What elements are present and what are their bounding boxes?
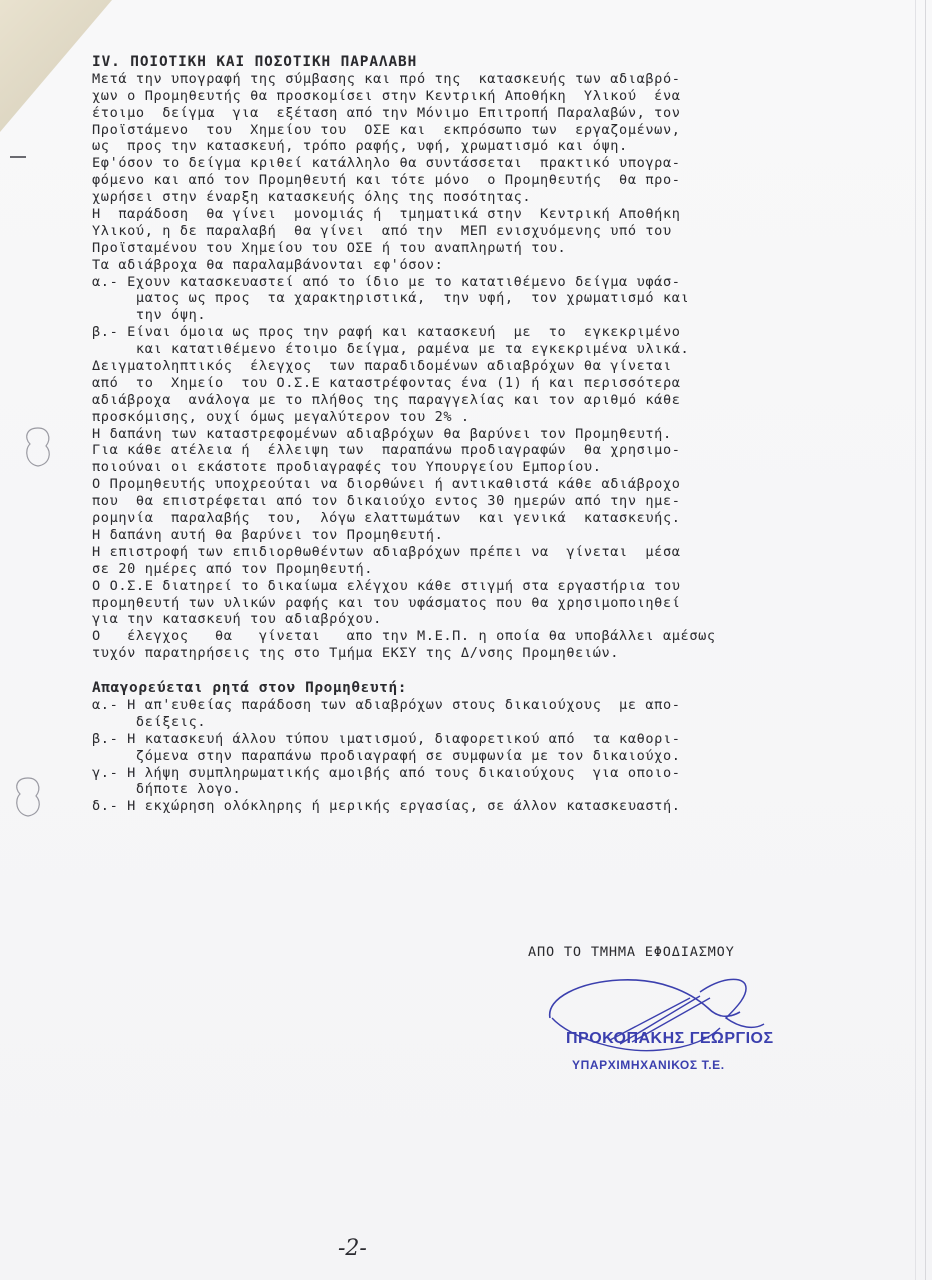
body-text-line: Δειγματοληπτικός έλεγχος των παραδιδομένων αδιαβρόχων θα γίνεται <box>92 358 672 375</box>
prohibited-item-line: δείξεις. <box>92 713 207 730</box>
prohibited-item-line: ζόμενα στην παραπάνω προδιαγραφή σε συμφωνία με τον δικαιούχο. <box>92 747 681 764</box>
body-text-line: ματος ως προς τα χαρακτηριστικά, την υφή, τον χρωματισμό και <box>92 290 690 307</box>
page-edge-line <box>915 0 916 1280</box>
prohibited-item-line: β.- Η κατασκευή άλλου τύπου ιματισμού, διαφορετικού από τα καθορι- <box>92 730 681 747</box>
body-text-line: Ο έλεγχος θα γίνεται απο την Μ.Ε.Π. η οποία θα υποβάλλει αμέσως <box>92 628 716 645</box>
department-name: ΑΠΟ ΤΟ ΤΜΗΜΑ ΕΦΟΔΙΑΣΜΟΥ <box>528 944 735 960</box>
page-edge-line <box>925 0 926 1280</box>
stamp-title: ΥΠΑΡΧΙΜΗΧΑΝΙΚΟΣ Τ.Ε. <box>572 1058 725 1072</box>
body-text-line: Προϊσταμένου του Χημείου του ΟΣΕ ή του αναπληρωτή του. <box>92 239 567 256</box>
body-text-line: Η δαπάνη των καταστρεφομένων αδιαβρόχων θα βαρύνει τον Προμηθευτή. <box>92 425 672 442</box>
body-text-line: α.- Εχουν κατασκευαστεί από το ίδιο με το κατατιθέμενο δείγμα υφάσ- <box>92 273 681 290</box>
body-text-line: τυχόν παρατηρήσεις της στο Τμήμα ΕΚΣΥ της Δ/νσης Προμηθειών. <box>92 645 620 662</box>
prohibited-list <box>92 697 852 815</box>
page-number: -2- <box>338 1236 367 1261</box>
body-text-line: προμηθευτή των υλικών ραφής και του υφάσματος που θα χρησιμοποιηθεί <box>92 594 681 611</box>
prohibited-item-line: δ.- Η εκχώρηση ολόκληρης ή μερικής εργασίας, σε άλλον κατασκευαστή. <box>92 798 681 815</box>
body-text-line: αδιάβροχα ανάλογα με το πλήθος της παραγγελίας και τον αριθμό κάθε <box>92 391 681 408</box>
prohibited-item-line: γ.- Η λήψη συμπληρωματικής αμοιβής από τους δικαιούχους για οποιο- <box>92 764 681 781</box>
body-text-line: Υλικού, η δε παραλαβή θα γίνει από την ΜΕΠ ενισχυόμενης υπό του <box>92 222 672 239</box>
body-text-line: Η δαπάνη αυτή θα βαρύνει τον Προμηθευτή. <box>92 526 444 543</box>
body-text-line: φόμενο και από τον Προμηθευτή και τότε μόνο ο Προμηθευτής θα προ- <box>92 172 681 189</box>
body-text <box>92 71 852 662</box>
document-body <box>92 54 852 815</box>
body-text-line: χων ο Προμηθευτής θα προσκομίσει στην Κεντρική Αποθήκη Υλικού ένα <box>92 87 681 104</box>
body-text-line: ρομηνία παραλαβής του, λόγω ελαττωμάτων και γενικά κατασκευής. <box>92 510 681 527</box>
body-text-line: χωρήσει στην έναρξη κατασκευής όλης της ποσότητας. <box>92 189 532 206</box>
body-text-line: Για κάθε ατέλεια ή έλλειψη των παραπάνω προδιαγραφών θα χρησιμο- <box>92 442 681 459</box>
body-text-line: από το Χημείο του Ο.Σ.Ε καταστρέφοντας ένα (1) ή και περισσότερα <box>92 374 681 391</box>
margin-dash-mark <box>10 156 26 158</box>
body-text-line: την όψη. <box>92 307 207 324</box>
body-text-line: και κατατιθέμενο έτοιμο δείγμα, ραμένα με τα εγκεκριμένα υλικά. <box>92 341 690 358</box>
prohibited-item-line: δήποτε λογο. <box>92 781 242 798</box>
prohibited-heading: Απαγορεύεται ρητά στον Προμηθευτή: <box>92 680 407 697</box>
binder-hole-mark <box>18 424 58 472</box>
body-text-line: Ο Προμηθευτής υποχρεούται να διορθώνει ή αντικαθιστά κάθε αδιάβροχο <box>92 476 681 493</box>
body-text-line: Η επιστροφή των επιδιορθωθέντων αδιαβρόχων πρέπει να γίνεται μέσα <box>92 543 681 560</box>
prohibited-item-line: α.- Η απ'ευθείας παράδοση των αδιαβρόχων στους δικαιούχους με απο- <box>92 696 681 713</box>
binder-hole-mark <box>8 774 48 822</box>
body-text-line: ως προς την κατασκευή, τρόπο ραφής, υφή, χρωματισμό και όψη. <box>92 138 628 155</box>
section-heading: IV. ΠΟΙΟΤΙΚΗ ΚΑΙ ΠΟΣΟΤΙΚΗ ΠΑΡΑΛΑΒΗ <box>92 54 418 70</box>
stamp-name: ΠΡΟΚΟΠΑΚΗΣ ΓΕΩΡΓΙΟΣ <box>566 1030 774 1047</box>
body-text-line: Μετά την υπογραφή της σύμβασης και πρό της κατασκευής των αδιαβρό- <box>92 70 681 87</box>
body-text-line: ποιούναι οι εκάστοτε προδιαγραφές του Υπουργείου Εμπορίου. <box>92 459 602 476</box>
body-text-line: β.- Είναι όμοια ως προς την ραφή και κατασκευή με το εγκεκριμένο <box>92 324 681 341</box>
body-text-line: που θα επιστρέφεται από τον δικαιούχο εντος 30 ημερών από την ημε- <box>92 493 681 510</box>
body-text-line: έτοιμο δείγμα για εξέταση από την Μόνιμο Επιτροπή Παραλαβών, τον <box>92 104 681 121</box>
body-text-line: σε 20 ημέρες από τον Προμηθευτή. <box>92 560 374 577</box>
body-text-line: Ο Ο.Σ.Ε διατηρεί το δικαίωμα ελέγχου κάθε στιγμή στα εργαστήρια του <box>92 577 681 594</box>
body-text-line: Η παράδοση θα γίνει μονομιάς ή τμηματικά στην Κεντρική Αποθήκη <box>92 206 681 223</box>
body-text-line: Τα αδιάβροχα θα παραλαμβάνονται εφ'όσον: <box>92 256 444 273</box>
body-text-line: για την κατασκευή του αδιαβρόχου. <box>92 611 382 628</box>
body-text-line: Εφ'όσον το δείγμα κριθεί κατάλληλο θα συντάσσεται πρακτικό υπογρα- <box>92 155 681 172</box>
body-text-line: προσκόμισης, ουχί όμως μεγαλύτερον του 2% . <box>92 408 470 425</box>
body-text-line: Προϊστάμενο του Χημείου του ΟΣΕ και εκπρόσωπο των εργαζομένων, <box>92 121 681 138</box>
